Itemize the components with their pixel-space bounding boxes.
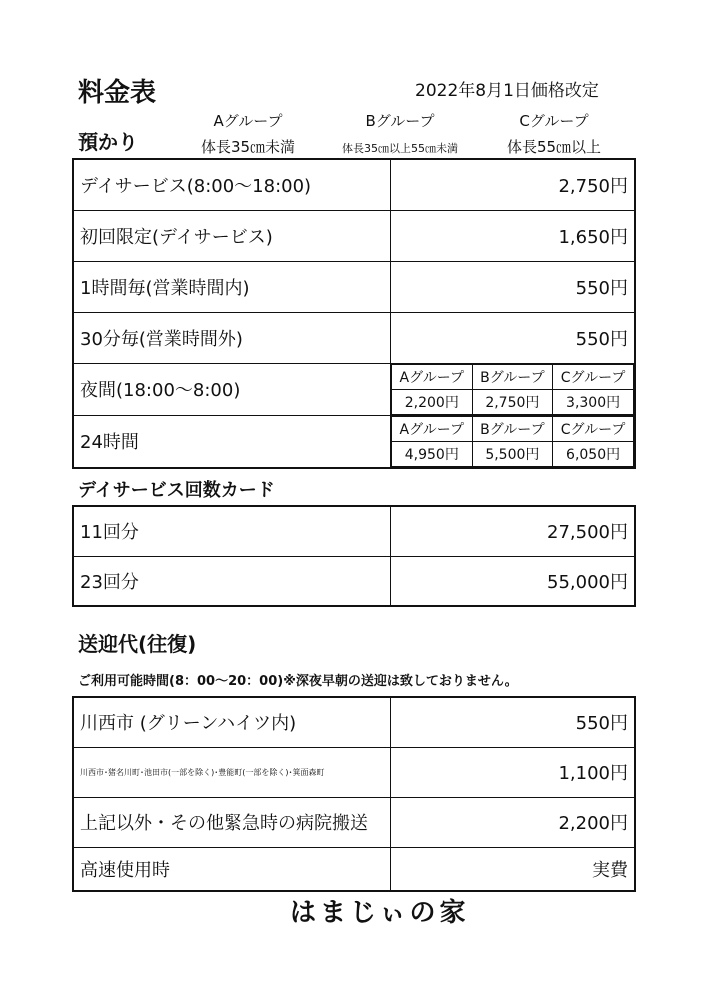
group-header: Aグループ: [392, 416, 473, 441]
group-a-size: 体長35㎝未満: [200, 138, 296, 156]
row-price: 実費: [391, 847, 636, 891]
group-header: Bグループ: [472, 416, 553, 441]
group-b-size: 体長35㎝以上55㎝未満: [342, 142, 458, 155]
brand-logo-text: はまじぃの家: [290, 898, 470, 928]
row-label: 24時間: [73, 415, 391, 468]
row-label: 23回分: [73, 556, 391, 606]
price-revision-date: 2022年8月1日価格改定: [415, 81, 599, 101]
transport-heading: 送迎代(往復): [78, 632, 197, 656]
row-label: 高速使用時: [73, 847, 391, 891]
row-price: 550円: [391, 312, 636, 363]
row-price: 2,750円: [391, 159, 636, 210]
group-a-name: Aグループ: [213, 112, 283, 130]
table-row: [73, 363, 635, 415]
table-row: [73, 556, 635, 606]
row-label: 上記以外・その他緊急時の病院搬送: [73, 797, 391, 847]
group-header: Bグループ: [472, 364, 553, 389]
group-header: Cグループ: [553, 416, 634, 441]
row-price: 27,500円: [391, 506, 636, 556]
row-price: 1,100円: [391, 747, 636, 797]
group-price: 3,300円: [553, 389, 634, 414]
group-price: 6,050円: [553, 441, 634, 466]
group-price: 2,200円: [392, 389, 473, 414]
group-c-name: Cグループ: [519, 112, 589, 130]
table-row: [73, 312, 635, 363]
transport-price-table: [72, 696, 636, 892]
row-price: 550円: [391, 261, 636, 312]
group-header: Aグループ: [392, 364, 473, 389]
table-row: [73, 415, 635, 468]
row-label: 川西市 (グリーンハイツ内): [73, 697, 391, 747]
row-label: 30分毎(営業時間外): [73, 312, 391, 363]
page-title: 料金表: [78, 78, 157, 108]
transport-note: ご利用可能時間(8：00〜20：00)※深夜早朝の送迎は致しておりません。: [78, 674, 518, 689]
table-row: [73, 697, 635, 747]
card-price-table: [72, 505, 636, 607]
group-price-grid: [391, 416, 634, 467]
table-row: [73, 159, 635, 210]
group-price: 4,950円: [392, 441, 473, 466]
group-b-name: Bグループ: [365, 112, 435, 130]
row-label: 夜間(18:00〜8:00): [73, 363, 391, 415]
row-label: 11回分: [73, 506, 391, 556]
row-price: 550円: [391, 697, 636, 747]
table-row: [73, 506, 635, 556]
row-label: 1時間毎(営業時間内): [73, 261, 391, 312]
table-row: [73, 747, 635, 797]
row-label: 初回限定(デイサービス): [73, 210, 391, 261]
group-header: Cグループ: [553, 364, 634, 389]
row-label: デイサービス(8:00〜18:00): [73, 159, 391, 210]
table-row: [73, 797, 635, 847]
group-price: 5,500円: [472, 441, 553, 466]
row-price: 1,650円: [391, 210, 636, 261]
boarding-price-table: [72, 158, 636, 469]
table-row: [73, 261, 635, 312]
row-label: 川西市･猪名川町･池田市(一部を除く)･豊能町(一部を除く)･箕面森町: [73, 747, 391, 797]
group-price: 2,750円: [472, 389, 553, 414]
row-price: 2,200円: [391, 797, 636, 847]
boarding-heading: 預かり: [78, 130, 138, 154]
group-c-size: 体長55㎝以上: [506, 138, 602, 156]
card-heading: デイサービス回数カード: [78, 480, 275, 501]
row-price: 55,000円: [391, 556, 636, 606]
group-price-grid: [391, 364, 634, 415]
table-row: [73, 210, 635, 261]
table-row: [73, 847, 635, 891]
